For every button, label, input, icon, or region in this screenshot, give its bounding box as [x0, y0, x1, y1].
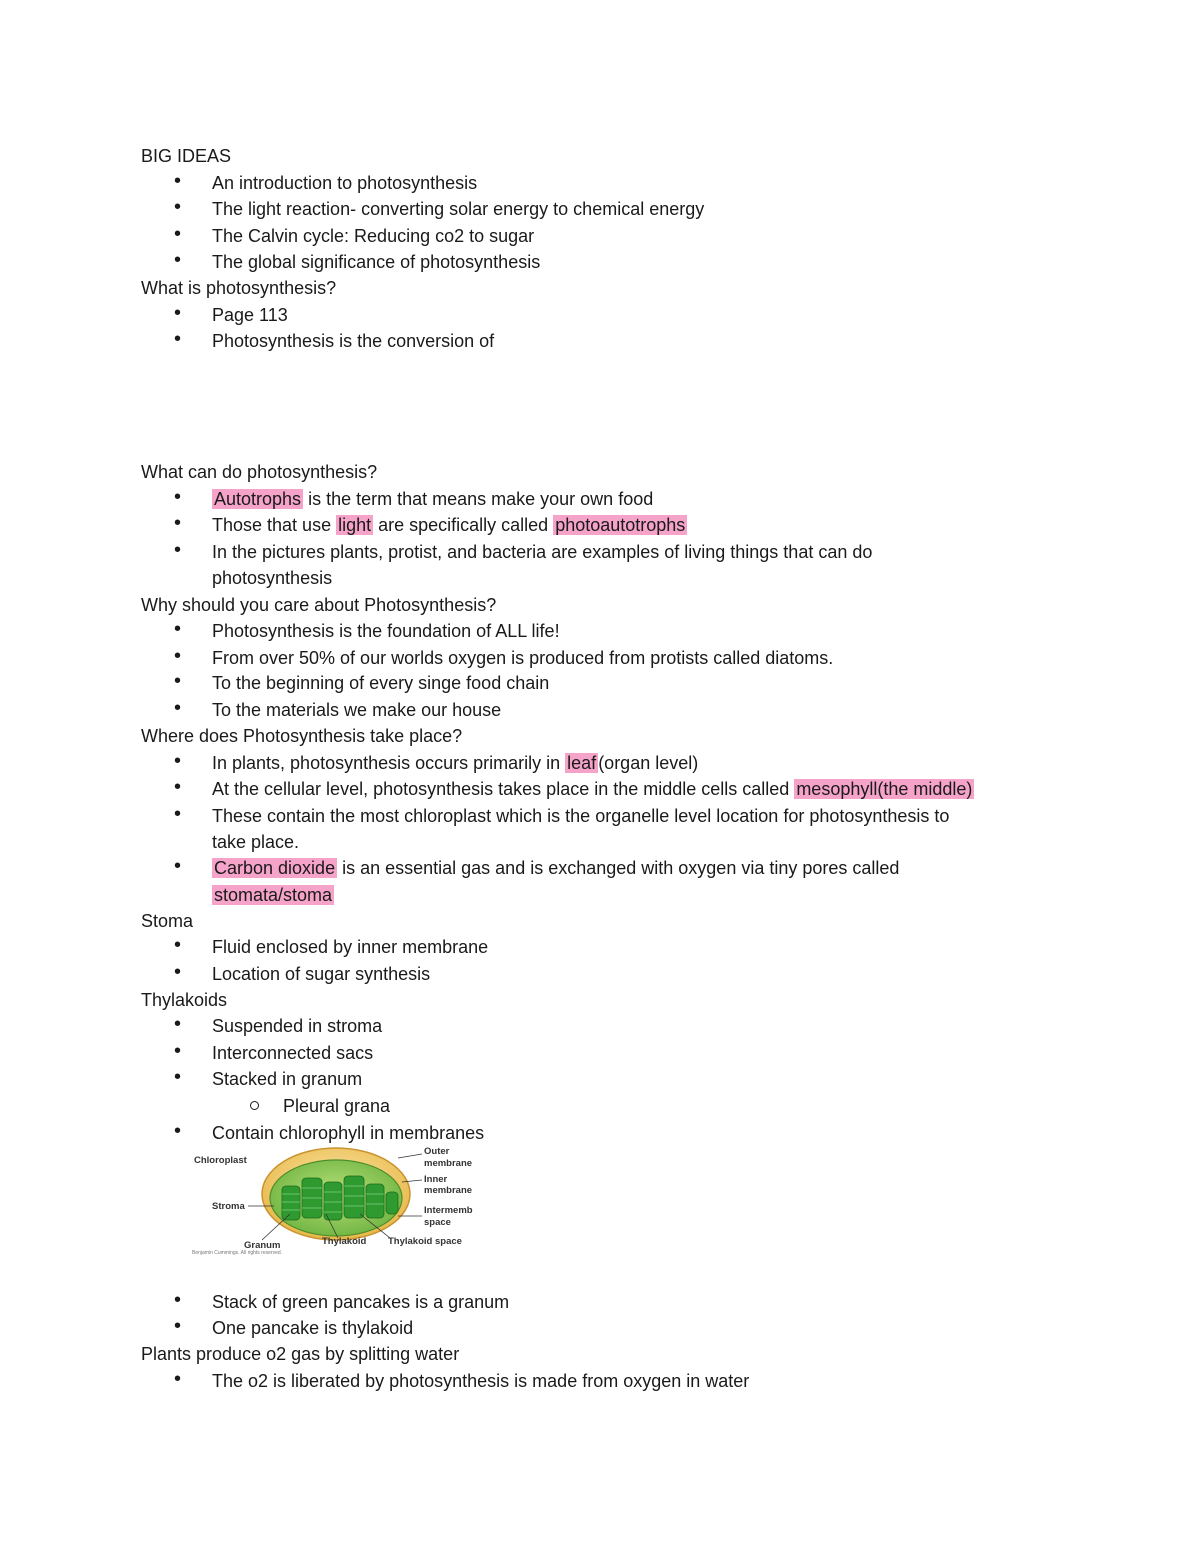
bullet-icon: • [174, 1040, 182, 1062]
highlight: light [338, 515, 372, 535]
bullet-icon: • [174, 1013, 182, 1035]
label-inter-2: space [424, 1217, 451, 1228]
list-item: These contain the most chloroplast which is the organelle level location for photosynthesis to [212, 806, 950, 826]
sub-bullet-icon [250, 1101, 259, 1110]
highlight: stomata/stoma [214, 885, 333, 905]
bullet-icon: • [174, 512, 182, 534]
bullet-icon: • [174, 1120, 182, 1142]
list-item: The light reaction- converting solar energy to chemical energy [212, 199, 705, 219]
list-item: Location of sugar synthesis [212, 964, 431, 984]
bullet-icon: • [174, 328, 182, 350]
list-item: Stacked in granum [212, 1069, 363, 1089]
bullet-icon: • [174, 223, 182, 245]
label-inter-1: Intermemb [424, 1205, 473, 1216]
bullet-icon: • [174, 539, 182, 561]
label-thylakoid-space: Thylakoid space [388, 1236, 462, 1247]
list-item: Photosynthesis is the foundation of ALL life! [212, 621, 560, 641]
list-item: Interconnected sacs [212, 1043, 374, 1063]
label-inner-1: Inner [424, 1174, 448, 1185]
heading-why-care: Why should you care about Photosynthesis? [141, 595, 497, 615]
heading-big-ideas: BIG IDEAS [141, 146, 232, 166]
label-chloroplast: Chloroplast [194, 1155, 247, 1166]
label-thylakoid: Thylakoid [322, 1236, 367, 1247]
bullet-icon: • [174, 170, 182, 192]
bullet-icon: • [174, 249, 182, 271]
label-outer-2: membrane [424, 1158, 473, 1169]
label-stroma: Stroma [212, 1201, 245, 1212]
bullet-icon: • [174, 1289, 182, 1311]
highlight: Autotrophs [214, 489, 302, 509]
list-item: In the pictures plants, protist, and bacteria are examples of living things that can do [212, 542, 873, 562]
list-item: Those that use light are specifically called photoautotrophs [212, 515, 686, 535]
bullet-icon: • [174, 1315, 182, 1337]
label-inner-2: membrane [424, 1185, 473, 1196]
bullet-icon: • [174, 961, 182, 983]
list-item-continued [212, 882, 334, 908]
list-item: One pancake is thylakoid [212, 1318, 414, 1338]
bullet-icon: • [174, 750, 182, 772]
highlight: mesophyll(the middle) [796, 779, 973, 799]
list-item: Page 113 [212, 305, 288, 325]
chloroplast-diagram [190, 1142, 510, 1260]
list-item-continued: take place. [212, 832, 300, 852]
bullet-icon: • [174, 670, 182, 692]
highlight: leaf [567, 753, 597, 773]
bullet-icon: • [174, 302, 182, 324]
list-item: Photosynthesis is the conversion of [212, 331, 495, 351]
heading-thylakoids: Thylakoids [141, 990, 228, 1010]
list-item: The o2 is liberated by photosynthesis is made from oxygen in water [212, 1371, 750, 1391]
bullet-icon: • [174, 934, 182, 956]
list-item: The global significance of photosynthesis [212, 252, 541, 272]
heading-what-can: What can do photosynthesis? [141, 462, 378, 482]
bullet-icon: • [174, 803, 182, 825]
bullet-icon: • [174, 776, 182, 798]
list-item-continued: photosynthesis [212, 568, 333, 588]
list-item: Contain chlorophyll in membranes [212, 1123, 485, 1143]
label-copyright: Benjamin Cummings. All rights reserved. [192, 1250, 283, 1256]
bullet-icon: • [174, 855, 182, 877]
list-item: Fluid enclosed by inner membrane [212, 937, 489, 957]
list-item: In plants, photosynthesis occurs primarily in leaf (organ level) [212, 753, 699, 773]
bullet-icon: • [174, 697, 182, 719]
list-item: Suspended in stroma [212, 1016, 383, 1036]
highlight: photoautotrophs [555, 515, 686, 535]
sub-list-item: Pleural grana [283, 1096, 391, 1116]
heading-what-is: What is photosynthesis? [141, 278, 337, 298]
label-granum: Granum [244, 1240, 281, 1251]
heading-stoma: Stoma [141, 911, 194, 931]
bullet-icon: • [174, 645, 182, 667]
bullet-icon: • [174, 196, 182, 218]
list-item: From over 50% of our worlds oxygen is produced from protists called diatoms. [212, 648, 834, 668]
list-item: Autotrophs is the term that means make your own food [214, 489, 654, 509]
bullet-icon: • [174, 618, 182, 640]
highlight: Carbon dioxide [214, 858, 336, 878]
list-item: The Calvin cycle: Reducing co2 to sugar [212, 226, 535, 246]
list-item: An introduction to photosynthesis [212, 173, 478, 193]
list-item: Stack of green pancakes is a granum [212, 1292, 510, 1312]
list-item: Carbon dioxide is an essential gas and is exchanged with oxygen via tiny pores called [214, 858, 900, 878]
label-outer-1: Outer [424, 1146, 450, 1157]
list-item: At the cellular level, photosynthesis takes place in the middle cells called mesophyll(the middle) [212, 779, 973, 799]
heading-plants-o2: Plants produce o2 gas by splitting water [141, 1344, 460, 1364]
list-item: To the materials we make our house [212, 700, 502, 720]
bullet-icon: • [174, 486, 182, 508]
heading-where: Where does Photosynthesis take place? [141, 726, 463, 746]
bullet-icon: • [174, 1066, 182, 1088]
list-item: To the beginning of every singe food chain [212, 673, 550, 693]
bullet-icon: • [174, 1368, 182, 1390]
